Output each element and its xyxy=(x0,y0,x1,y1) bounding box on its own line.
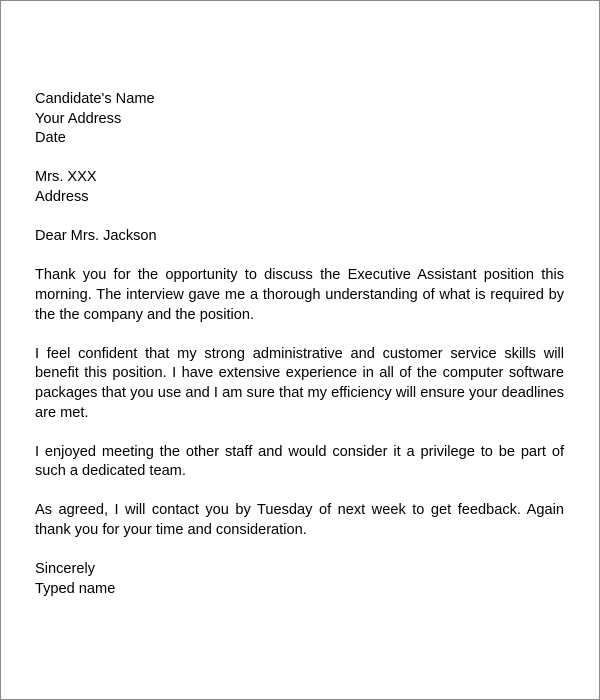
letter-date: Date xyxy=(35,130,66,147)
letter-body xyxy=(35,90,564,599)
signature-name: Typed name xyxy=(35,580,116,597)
paragraph-follow-up: As agreed, I will contact you by Tuesday of next week to get feedback. Again thank you for your time and consideration. xyxy=(35,502,564,539)
closing: Sincerely xyxy=(35,561,96,578)
sender-name: Candidate's Name xyxy=(35,91,155,107)
sender-block xyxy=(35,90,564,149)
sender-address: Your Address xyxy=(35,110,122,127)
recipient-name: Mrs. XXX xyxy=(35,169,97,186)
paragraph-team: I enjoyed meeting the other staff and would consider it a privilege to be part of such a dedicated team. xyxy=(35,443,564,480)
recipient-block xyxy=(35,168,564,207)
paragraph-skills: I feel confident that my strong administrative and customer service skills will benefit this position. I have extensive experience in all of the computer software packages that you use and I am sure that my efficiency will ensure your deadlines are met. xyxy=(35,345,564,421)
paragraph-thank-you: Thank you for the opportunity to discuss the Executive Assistant position this morning. The interview gave me a thorough understanding of what is required by the the company and the position. xyxy=(35,267,564,323)
recipient-address: Address xyxy=(35,188,89,205)
closing-block xyxy=(35,560,564,599)
salutation: Dear Mrs. Jackson xyxy=(35,228,157,245)
